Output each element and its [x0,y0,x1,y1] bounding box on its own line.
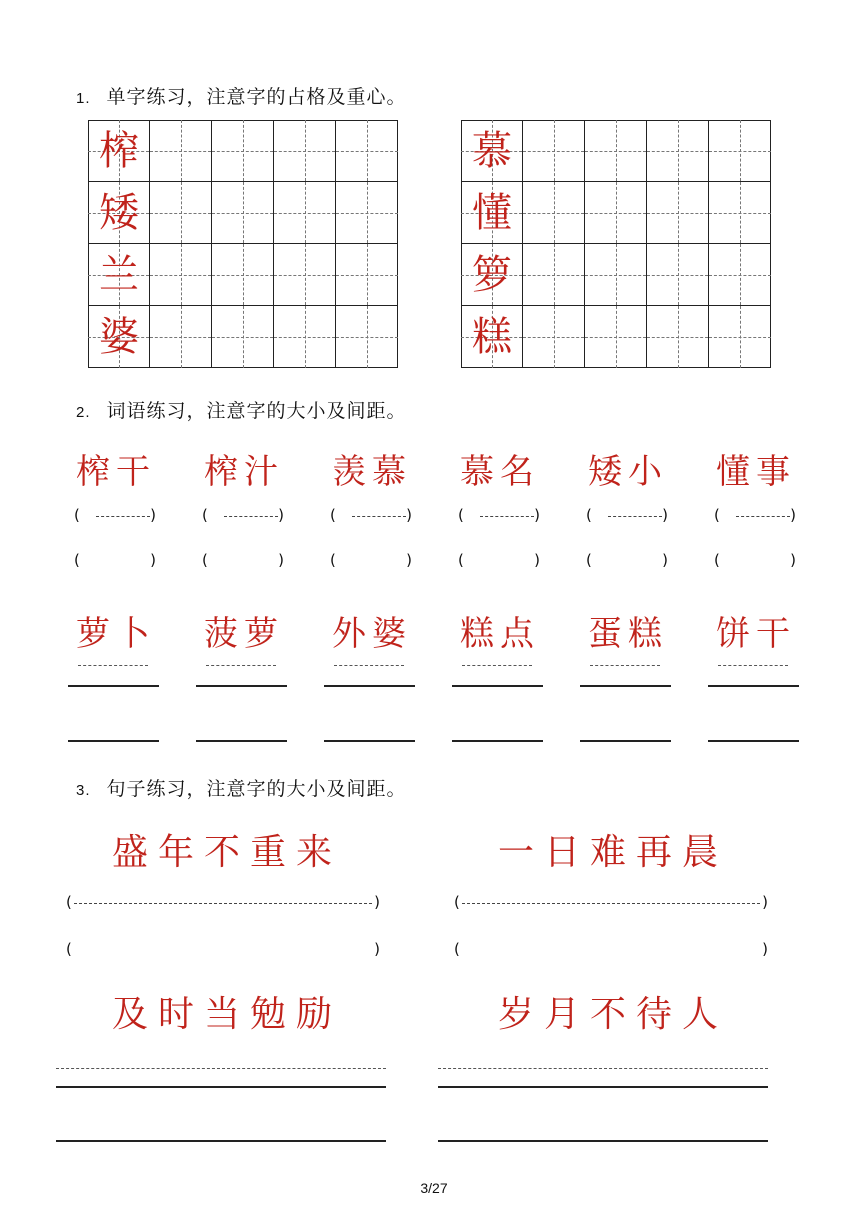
word-row1-item: 慕名 [460,452,540,492]
left-grid-cell [88,182,150,244]
section1-title: 单字练习，注意字的占格及重心。 [106,86,407,108]
left-grid-char: 榨 [99,128,139,174]
word-paren-empty: ( ) [458,551,540,569]
word-writing-line [196,685,287,687]
left-grid-char: 兰 [99,252,139,298]
right-grid-char: 慕 [472,128,512,174]
section2-number: 2. [76,404,91,421]
left-grid-char: 矮 [99,190,139,236]
right-grid-cell [523,306,585,368]
sentence-2: 一日难再晨 [498,832,729,873]
word-dashed-line [334,665,404,666]
right-grid-char: 糕 [472,314,512,360]
left-grid-cell [212,306,274,368]
section3-number: 3. [76,782,91,799]
word-row2-item: 外婆 [332,614,412,654]
left-grid-cell [150,306,212,368]
word-writing-line [452,685,543,687]
right-grid-char: 懂 [472,190,512,236]
right-grid-cell [461,120,523,182]
word-paren-empty: ( ) [330,551,412,569]
left-grid-cell [212,182,274,244]
word-paren-dashed: ( ) [714,506,796,524]
right-grid-cell [709,244,771,306]
section3-heading [76,774,407,801]
left-grid-cell [336,306,398,368]
word-row2-item: 菠萝 [204,614,284,654]
word-dashed-line [718,665,788,666]
left-grid-cell [274,120,336,182]
sentence-writing-line-1b [56,1140,386,1142]
sentence-3: 及时当勉励 [112,994,343,1035]
left-grid-cell [150,120,212,182]
right-grid-cell [585,182,647,244]
page-number: 3/27 [420,1180,448,1196]
word-paren-dashed: ( ) [330,506,412,524]
right-grid-cell [461,306,523,368]
word-writing-line [708,685,799,687]
word-row2-item: 萝卜 [76,614,156,654]
word-dashed-line [590,665,660,666]
word-writing-line [68,685,159,687]
word-dashed-line [462,665,532,666]
left-grid-cell [88,120,150,182]
word-paren-empty: ( ) [714,551,796,569]
word-row2-item: 糕点 [460,614,540,654]
sentence-4: 岁月不待人 [498,994,729,1035]
word-writing-line [324,740,415,742]
sentence-paren-2b: ( ) [454,940,768,958]
section3-title: 句子练习，注意字的大小及间距。 [106,778,407,800]
word-row1-item: 懂事 [716,452,796,492]
right-practice-grid [461,120,771,368]
left-grid-cell [336,120,398,182]
word-dashed-line [206,665,276,666]
sentence-writing-line-2b [438,1140,768,1142]
left-grid-cell [274,244,336,306]
left-practice-grid [88,120,398,368]
right-grid-cell [709,306,771,368]
right-grid-cell [585,306,647,368]
sentence-paren-1a: ( ) [66,893,380,911]
word-writing-line [580,685,671,687]
word-paren-dashed: ( ) [586,506,668,524]
word-paren-dashed: ( ) [202,506,284,524]
right-grid-cell [523,182,585,244]
right-grid-cell [647,120,709,182]
left-grid-cell [212,244,274,306]
word-writing-line [196,740,287,742]
word-paren-empty: ( ) [586,551,668,569]
left-grid-cell [274,306,336,368]
word-writing-line [708,740,799,742]
word-writing-line [68,740,159,742]
right-grid-cell [585,120,647,182]
sentence-1: 盛年不重来 [112,832,343,873]
word-paren-dashed: ( ) [458,506,540,524]
word-row1-item: 榨干 [76,452,156,492]
word-writing-line [324,685,415,687]
left-grid-cell [150,182,212,244]
section1-number: 1. [76,90,91,107]
sentence-paren-2a: ( ) [454,893,768,911]
left-grid-cell [336,182,398,244]
word-paren-empty: ( ) [74,551,156,569]
right-grid-cell [523,120,585,182]
right-grid-cell [709,120,771,182]
word-writing-line [580,740,671,742]
section2-title: 词语练习，注意字的大小及间距。 [106,400,407,422]
left-grid-cell [150,244,212,306]
word-row2-item: 饼干 [716,614,796,654]
right-grid-cell [647,244,709,306]
left-grid-cell [88,244,150,306]
right-grid-cell [461,244,523,306]
right-grid-char: 箩 [472,252,512,298]
right-grid-cell [647,306,709,368]
section2-heading [76,396,407,423]
word-row2-item: 蛋糕 [588,614,668,654]
word-dashed-line [78,665,148,666]
word-row1-item: 羡慕 [332,452,412,492]
word-row1-item: 矮小 [588,452,668,492]
sentence-dashed-line-1 [56,1068,386,1069]
right-grid-cell [647,182,709,244]
sentence-writing-line-1a [56,1086,386,1088]
word-writing-line [452,740,543,742]
right-grid-cell [709,182,771,244]
left-grid-cell [88,306,150,368]
sentence-paren-1b: ( ) [66,940,380,958]
left-grid-char: 婆 [99,314,139,360]
word-paren-dashed: ( ) [74,506,156,524]
word-row1-item: 榨汁 [204,452,284,492]
section1-heading [76,82,407,109]
word-paren-empty: ( ) [202,551,284,569]
right-grid-cell [461,182,523,244]
sentence-dashed-line-2 [438,1068,768,1069]
right-grid-cell [523,244,585,306]
right-grid-cell [585,244,647,306]
left-grid-cell [336,244,398,306]
left-grid-cell [274,182,336,244]
left-grid-cell [212,120,274,182]
sentence-writing-line-2a [438,1086,768,1088]
